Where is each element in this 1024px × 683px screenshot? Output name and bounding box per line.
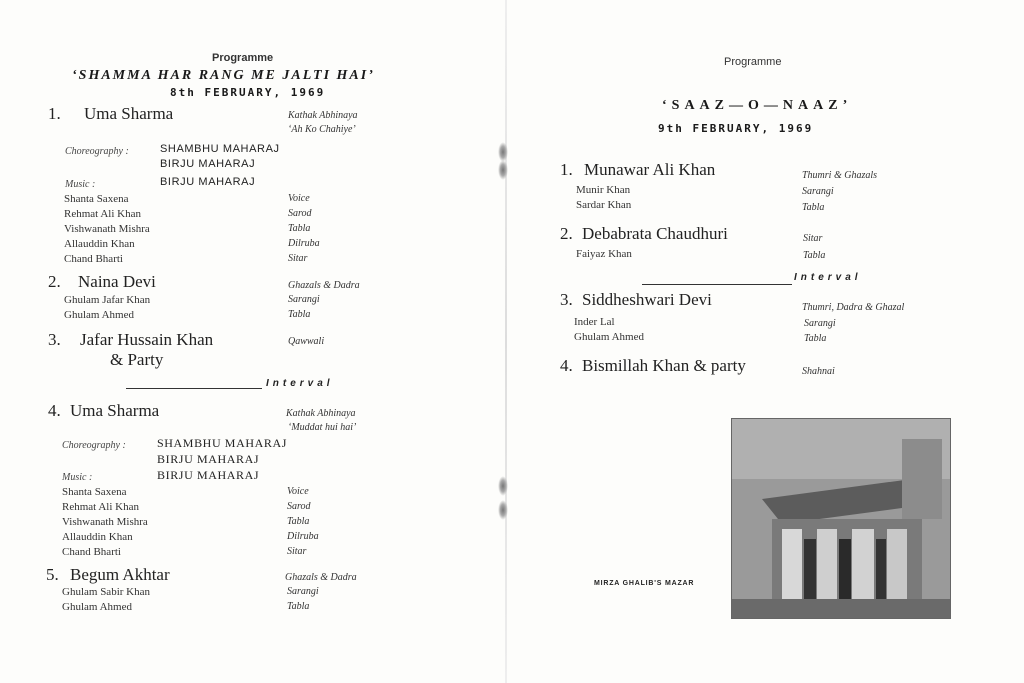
accompanist-name: Rehmat Ali Khan (62, 501, 139, 513)
accompanist-name: Chand Bharti (64, 253, 123, 265)
programme-label: Programme (212, 52, 274, 64)
accompanist-name: Vishwanath Mishra (64, 223, 150, 235)
accompanist-instrument: Sarangi (804, 318, 836, 329)
choreography-label: Choreography : (62, 440, 126, 451)
choreographer-name: BIRJU MAHARAJ (157, 452, 260, 466)
artist-name: Begum Akhtar (70, 565, 170, 584)
performance-subtitle: ‘Ah Ko Chahiye’ (288, 124, 356, 135)
accompanist-instrument: Tabla (802, 202, 825, 213)
interval-label: Interval (794, 272, 862, 283)
choreographer-name: SHAMBHU MAHARAJ (157, 436, 288, 450)
accompanist-name: Shanta Saxena (64, 193, 129, 205)
programme-date: 8th FEBRUARY, 1969 (170, 86, 326, 99)
accompanist-instrument: Tabla (288, 309, 311, 320)
accompanist-name: Ghulam Ahmed (574, 331, 644, 343)
accompanist-name: Rehmat Ali Khan (64, 208, 141, 220)
choreographer-name: BIRJU MAHARAJ (160, 158, 256, 170)
accompanist-instrument: Tabla (287, 516, 310, 527)
accompanist-name: Ghulam Ahmed (62, 601, 132, 613)
accompanist-instrument: Sarod (287, 501, 311, 512)
performance-style: Thumri, Dadra & Ghazal (802, 302, 905, 313)
accompanist-instrument: Voice (288, 193, 310, 204)
page-fold (505, 0, 507, 683)
accompanist-instrument: Dilruba (288, 238, 320, 249)
choreographer-name: SHAMBHU MAHARAJ (160, 143, 280, 155)
interval-rule (126, 388, 262, 389)
accompanist-name: Allauddin Khan (62, 531, 133, 543)
accompanist-name: Ghulam Jafar Khan (64, 294, 151, 306)
staple-mark (498, 160, 508, 180)
accompanist-instrument: Dilruba (287, 531, 319, 542)
left-page (0, 0, 500, 683)
programme-title: ‘SHAMMA HAR RANG ME JALTI HAI’ (72, 68, 375, 83)
item-number: 1. (48, 104, 61, 123)
accompanist-instrument: Sarangi (802, 186, 834, 197)
item-number: 2. (48, 272, 61, 291)
accompanist-instrument: Sarangi (287, 586, 319, 597)
performance-style: Ghazals & Dadra (285, 572, 357, 583)
interval-label: Interval (266, 378, 334, 389)
artist-name: Uma Sharma (84, 104, 174, 123)
programme-date: 9th FEBRUARY, 1969 (658, 122, 814, 135)
accompanist-name: Chand Bharti (62, 546, 121, 558)
staple-mark (498, 142, 508, 162)
interval-rule (642, 284, 792, 285)
item-number: 3. (48, 330, 61, 349)
item-number: 4. (48, 401, 61, 420)
item-number: 1. (560, 160, 573, 179)
accompanist-name: Ghulam Ahmed (64, 309, 134, 321)
performance-style: Ghazals & Dadra (288, 280, 360, 291)
artist-name: Munawar Ali Khan (584, 160, 716, 179)
accompanist-instrument: Sitar (288, 253, 308, 264)
programme-label: Programme (724, 56, 782, 68)
item-number: 2. (560, 224, 573, 243)
accompanist-instrument: Tabla (288, 223, 311, 234)
performance-subtitle: ‘Muddat hui hai’ (288, 422, 357, 433)
accompanist-instrument: Voice (287, 486, 309, 497)
accompanist-instrument: Tabla (803, 250, 826, 261)
accompanist-name: Inder Lal (574, 316, 615, 328)
accompanist-instrument: Sarangi (288, 294, 320, 305)
artist-name: Jafar Hussain Khan (80, 330, 214, 349)
artist-name: Siddheshwari Devi (582, 290, 712, 309)
accompanist-name: Ghulam Sabir Khan (62, 586, 150, 598)
music-label: Music : (65, 179, 96, 190)
mazar-photo (731, 418, 951, 619)
item-number: 4. (560, 356, 573, 375)
accompanist-instrument: Sarod (288, 208, 312, 219)
music-director-name: BIRJU MAHARAJ (157, 468, 260, 482)
staple-mark (498, 500, 508, 520)
item-number: 5. (46, 565, 59, 584)
mazar-photo-illustration (732, 419, 950, 618)
accompanist-name: Allauddin Khan (64, 238, 135, 250)
accompanist-instrument: Sitar (287, 546, 307, 557)
programme-title: ‘SAAZ—O—NAAZ’ (662, 98, 853, 113)
photo-caption: MIRZA GHALIB'S MAZAR (594, 580, 695, 587)
performance-style: Kathak Abhinaya (286, 408, 356, 419)
accompanist-name: Shanta Saxena (62, 486, 127, 498)
music-director-name: BIRJU MAHARAJ (160, 176, 256, 188)
accompanist-name: Munir Khan (576, 184, 631, 196)
performance-style: Sitar (803, 233, 823, 244)
artist-name: Debabrata Chaudhuri (582, 224, 728, 243)
performance-style: Thumri & Ghazals (802, 170, 878, 181)
performance-style: Qawwali (288, 336, 325, 347)
accompanist-instrument: Tabla (287, 601, 310, 612)
artist-name-continued: & Party (110, 350, 164, 369)
artist-name: Naina Devi (78, 272, 156, 291)
staple-mark (498, 476, 508, 496)
artist-name: Uma Sharma (70, 401, 160, 420)
item-number: 3. (560, 290, 573, 309)
artist-name: Bismillah Khan & party (582, 356, 746, 375)
accompanist-name: Faiyaz Khan (576, 248, 632, 260)
choreography-label: Choreography : (65, 146, 129, 157)
accompanist-name: Vishwanath Mishra (62, 516, 148, 528)
accompanist-instrument: Tabla (804, 333, 827, 344)
music-label: Music : (62, 472, 93, 483)
performance-style: Kathak Abhinaya (288, 110, 358, 121)
accompanist-name: Sardar Khan (576, 199, 632, 211)
performance-style: Shahnai (802, 366, 835, 377)
